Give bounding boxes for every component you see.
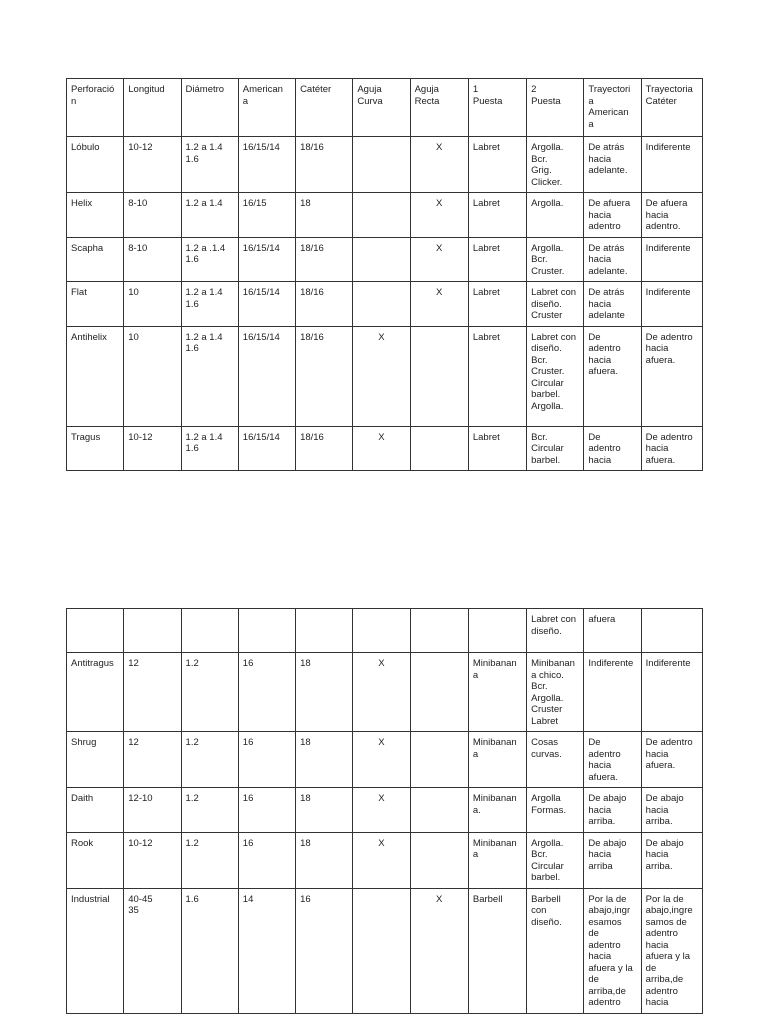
table-cell: 16/15/14 (238, 237, 295, 282)
table-cell: 10-12 (124, 137, 181, 193)
table-row (67, 832, 703, 888)
table-cell: Rook (67, 832, 124, 888)
table-cell: 1 Puesta (468, 79, 526, 137)
table-cell: X (353, 832, 410, 888)
table-cell: Cosas curvas. (527, 732, 584, 788)
table-cell: 16/15/14 (238, 282, 295, 327)
table-cell: Minibanan a (468, 832, 526, 888)
table-cell: Barbell (468, 888, 526, 1013)
table-cell (353, 282, 410, 327)
table-cell: Minibanan a. (468, 788, 526, 833)
table-cell: 12-10 (124, 788, 181, 833)
table-cell: 16 (238, 653, 295, 732)
table-cell: Por la de abajo,ingre samos de adentro hacia afuera y la de arriba,de adentro hacia (641, 888, 702, 1013)
table-cell: Argolla Formas. (527, 788, 584, 833)
table-cell: X (353, 326, 410, 426)
table-cell: De atrás hacia adelante. (584, 237, 641, 282)
table-header-row (67, 79, 703, 137)
table-cell: X (410, 237, 468, 282)
table-cell: Labret (468, 193, 526, 238)
table-cell: 14 (238, 888, 295, 1013)
table-row (67, 237, 703, 282)
table-row (67, 609, 703, 653)
table-cell: X (353, 653, 410, 732)
table-cell: Minibanan a (468, 653, 526, 732)
table-cell: Industrial (67, 888, 124, 1013)
table-cell: 10 (124, 326, 181, 426)
table-cell (181, 609, 238, 653)
table-cell: Shrug (67, 732, 124, 788)
table-cell: De adentro hacia afuera. (584, 326, 641, 426)
table-cell: Argolla. Bcr. Cruster. (527, 237, 584, 282)
table-cell: X (353, 426, 410, 471)
table-cell: Labret (468, 237, 526, 282)
table-cell: Indiferente (641, 282, 702, 327)
table-cell: X (353, 788, 410, 833)
table-cell: Minibanan a (468, 732, 526, 788)
table-cell (410, 653, 468, 732)
table-cell: De adentro hacia afuera. (641, 732, 702, 788)
table-cell (641, 609, 702, 653)
table-cell: Por la de abajo,ingr esamos de adentro hacia afuera y la de arriba,de adentro (584, 888, 641, 1013)
table-cell: Antihelix (67, 326, 124, 426)
table-cell: De afuera hacia adentro. (641, 193, 702, 238)
table-cell (468, 609, 526, 653)
table-row (67, 137, 703, 193)
table-cell (353, 237, 410, 282)
table-cell: Helix (67, 193, 124, 238)
table-cell (410, 326, 468, 426)
table-cell: 1.2 a 1.4 (181, 193, 238, 238)
table-cell (296, 609, 353, 653)
table-cell: Indiferente (641, 237, 702, 282)
table-cell (353, 193, 410, 238)
table-cell: Indiferente (641, 653, 702, 732)
table-cell: Labret (468, 282, 526, 327)
table-cell: 18 (296, 732, 353, 788)
table-cell: Minibanan a chico. Bcr. Argolla. Cruster Labret (527, 653, 584, 732)
table-cell: De abajo hacia arriba (584, 832, 641, 888)
table-cell: American a (238, 79, 295, 137)
table-cell: 18 (296, 788, 353, 833)
table-cell: Labret (468, 426, 526, 471)
table-cell: 18 (296, 832, 353, 888)
table-cell: Argolla. (527, 193, 584, 238)
table-cell: De adentro hacia afuera. (641, 426, 702, 471)
table-cell: De adentro hacia (584, 426, 641, 471)
table-cell (124, 609, 181, 653)
table-cell: 12 (124, 732, 181, 788)
table-cell: 1.2 a 1.4 1.6 (181, 282, 238, 327)
table-cell: Labret (468, 326, 526, 426)
table-cell: X (410, 888, 468, 1013)
table-cell: Argolla. Bcr. Circular barbel. (527, 832, 584, 888)
table-cell: Daith (67, 788, 124, 833)
table-cell: Longitud (124, 79, 181, 137)
table-cell: Scapha (67, 237, 124, 282)
table-cell: 16 (238, 732, 295, 788)
table-cell: De adentro hacia afuera. (641, 326, 702, 426)
table-cell: 16/15/14 (238, 137, 295, 193)
table-cell: Trayectori a American a (584, 79, 641, 137)
table-cell: 10-12 (124, 832, 181, 888)
table-cell: 16 (238, 832, 295, 888)
table-cell: 1.2 a 1.4 1.6 (181, 326, 238, 426)
table-cell: 1.2 (181, 788, 238, 833)
table-cell: X (410, 137, 468, 193)
table-cell: De abajo hacia arriba. (641, 788, 702, 833)
table-row (67, 653, 703, 732)
table-cell: De afuera hacia adentro (584, 193, 641, 238)
table-cell: De adentro hacia afuera. (584, 732, 641, 788)
table-cell: 18 (296, 653, 353, 732)
table-cell: 10-12 (124, 426, 181, 471)
table-cell: Bcr. Circular barbel. (527, 426, 584, 471)
table-cell (67, 609, 124, 653)
table-cell (410, 788, 468, 833)
table-cell: De abajo hacia arriba. (584, 788, 641, 833)
table-cell (410, 609, 468, 653)
table-cell: 16 (238, 788, 295, 833)
table-row (67, 888, 703, 1013)
table-cell: 1.2 a .1.4 1.6 (181, 237, 238, 282)
table-cell: Antitragus (67, 653, 124, 732)
table-cell (353, 609, 410, 653)
piercing-table-top (66, 78, 703, 471)
table-cell: 8-10 (124, 237, 181, 282)
table-row (67, 788, 703, 833)
table-cell: 1.2 (181, 832, 238, 888)
table-cell: 18 (296, 193, 353, 238)
table-cell: Indiferente (641, 137, 702, 193)
table-cell: 12 (124, 653, 181, 732)
table-cell: Labret (468, 137, 526, 193)
table-cell: X (353, 732, 410, 788)
table-cell: Trayectoria Catéter (641, 79, 702, 137)
table-cell: Catéter (296, 79, 353, 137)
table-cell: 18/16 (296, 282, 353, 327)
table-cell: 10 (124, 282, 181, 327)
table-cell: 1.2 (181, 653, 238, 732)
table-cell: Flat (67, 282, 124, 327)
table-cell: Aguja Recta (410, 79, 468, 137)
table-cell: Labret con diseño. Bcr. Cruster. Circular barbel. Argolla. (527, 326, 584, 426)
table-cell (353, 137, 410, 193)
table-row (67, 732, 703, 788)
table-cell: 40-45 35 (124, 888, 181, 1013)
table-cell (410, 832, 468, 888)
table-row (67, 282, 703, 327)
table-cell: Indiferente (584, 653, 641, 732)
table-cell (410, 732, 468, 788)
table-row (67, 193, 703, 238)
table-cell: 16/15/14 (238, 426, 295, 471)
table-cell: De atrás hacia adelante (584, 282, 641, 327)
table-cell: Lóbulo (67, 137, 124, 193)
table-cell: De abajo hacia arriba. (641, 832, 702, 888)
table-cell (410, 426, 468, 471)
table-cell (353, 888, 410, 1013)
table-cell: 8-10 (124, 193, 181, 238)
table-cell: Aguja Curva (353, 79, 410, 137)
table-cell: Diámetro (181, 79, 238, 137)
table-cell: 1.2 (181, 732, 238, 788)
table-cell: 16/15/14 (238, 326, 295, 426)
table-cell: 16 (296, 888, 353, 1013)
table-cell: X (410, 193, 468, 238)
table-cell: Labret con diseño. (527, 609, 584, 653)
table-cell: Perforació n (67, 79, 124, 137)
table-cell: 1.2 a 1.4 1.6 (181, 426, 238, 471)
table-cell: 2 Puesta (527, 79, 584, 137)
table-cell: 18/16 (296, 326, 353, 426)
table-cell: Barbell con diseño. (527, 888, 584, 1013)
table-row (67, 326, 703, 426)
table-cell: 1.2 a 1.4 1.6 (181, 137, 238, 193)
table-row (67, 426, 703, 471)
table-cell: X (410, 282, 468, 327)
table-cell: Tragus (67, 426, 124, 471)
table-cell: 18/16 (296, 137, 353, 193)
table-cell: 18/16 (296, 237, 353, 282)
table-cell: Argolla. Bcr. Grig. Clicker. (527, 137, 584, 193)
table-cell: 16/15 (238, 193, 295, 238)
table-cell (238, 609, 295, 653)
table-cell: afuera (584, 609, 641, 653)
piercing-table-bottom (66, 608, 703, 1014)
table-cell: 18/16 (296, 426, 353, 471)
table-cell: 1.6 (181, 888, 238, 1013)
table-cell: De atrás hacia adelante. (584, 137, 641, 193)
table-cell: Labret con diseño. Cruster (527, 282, 584, 327)
